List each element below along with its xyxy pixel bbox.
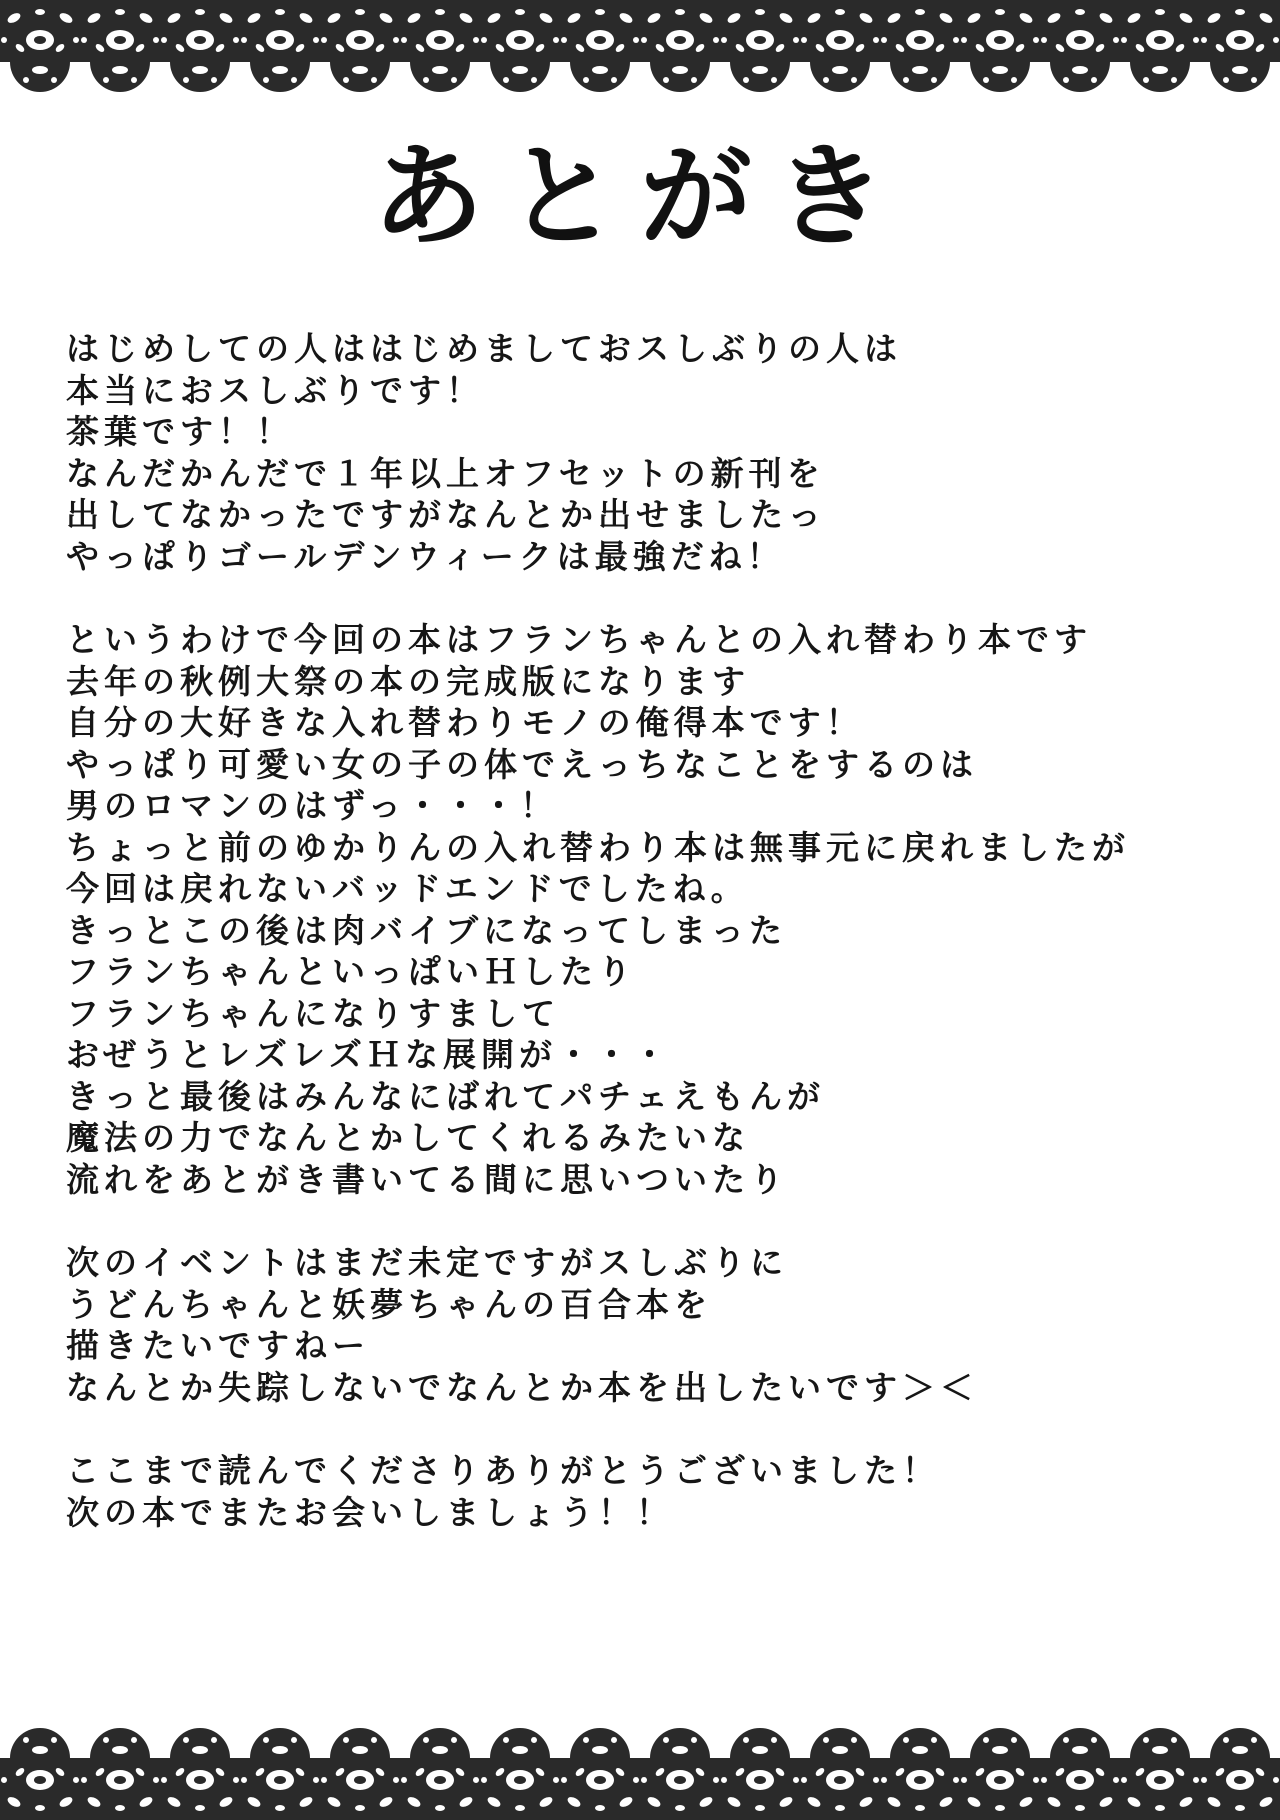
text-line: 男のロマンのはずっ・・・！ <box>66 786 559 825</box>
paragraph <box>66 328 1256 577</box>
text-line: 流れをあとがき書いてる間に思いついたり <box>66 1159 788 1199</box>
text-line: 茶葉です！！ <box>66 412 294 451</box>
text-line: おぜうとレズレズＨな展開が・・・ <box>66 1035 672 1074</box>
text-line: 次の本でまたお会いしましょう！！ <box>66 1492 674 1532</box>
text-line: というわけで今回の本はフランちゃんとの入れ替わり本です <box>66 620 1092 659</box>
text-line: 魔法の力でなんとかしてくれるみたいな <box>66 1118 750 1157</box>
paragraph <box>66 619 1256 1200</box>
text-line: フランちゃんになりすまして <box>66 993 560 1033</box>
lace-border-top <box>0 0 1280 100</box>
text-line: 次のイベントはまだ未定ですがスしぶりに <box>66 1243 788 1282</box>
lace-border-bottom <box>0 1720 1280 1820</box>
text-line: きっとこの後は肉バイブになってしまった <box>66 910 788 950</box>
text-line: きっと最後はみんなにばれてパチェえもんが <box>66 1076 826 1116</box>
afterword-body <box>66 328 1256 1575</box>
text-line: 去年の秋例大祭の本の完成版になります <box>66 661 750 701</box>
text-line: なんとか失踪しないでなんとか本を出したいです＞＜ <box>66 1367 978 1407</box>
text-line: 描きたいですねー <box>66 1326 370 1365</box>
text-line: はじめしての人ははじめましておスしぶりの人は <box>66 329 902 368</box>
text-line: ここまで読んでくださりありがとうございました！ <box>66 1451 940 1490</box>
text-line: 自分の大好きな入れ替わりモノの俺得本です！ <box>66 703 864 742</box>
paragraph <box>66 1242 1256 1408</box>
text-line: やっぱりゴールデンウィークは最強だね！ <box>66 536 785 576</box>
text-line: 本当におスしぶりです！ <box>66 370 484 410</box>
text-line: やっぱり可愛い女の子の体でえっちなことをするのは <box>66 744 978 784</box>
text-line: 出してなかったですがなんとか出せましたっ <box>66 495 826 534</box>
text-line: フランちゃんといっぱいＨしたり <box>66 952 636 991</box>
paragraph <box>66 1450 1256 1533</box>
text-line: ちょっと前のゆかりんの入れ替わり本は無事元に戻れましたが <box>66 827 1130 867</box>
text-line: なんだかんだで１年以上オフセットの新刊を <box>66 453 825 493</box>
text-line: 今回は戻れないバッドエンドでしたね。 <box>66 869 749 908</box>
page-title: あとがき <box>372 132 908 262</box>
text-line: うどんちゃんと妖夢ちゃんの百合本を <box>66 1284 712 1324</box>
